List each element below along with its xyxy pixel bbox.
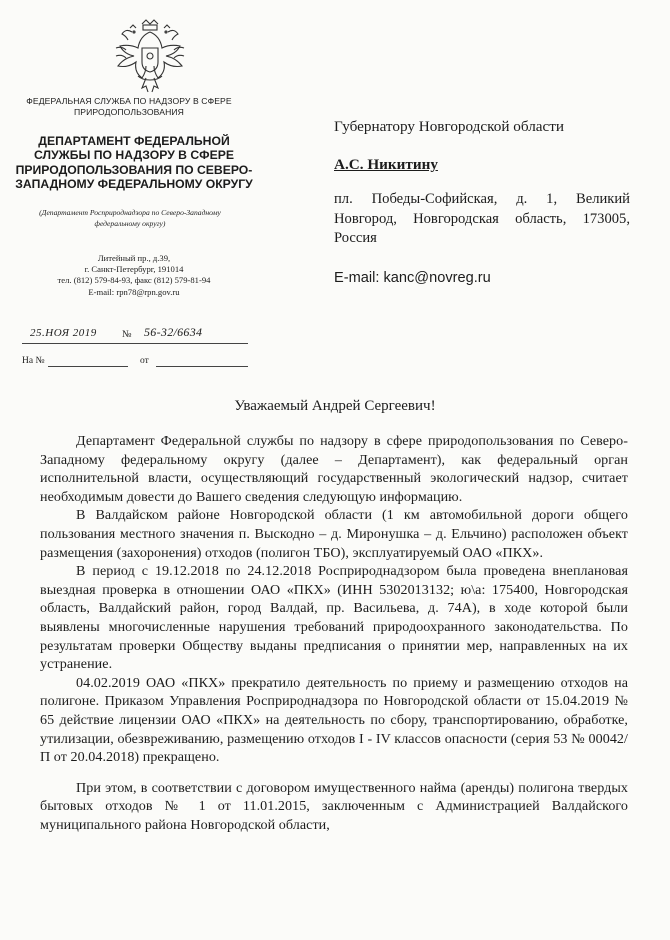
address-line-1: Литейный пр., д.39, — [97, 253, 171, 263]
registration-date: 25.НОЯ 2019 — [30, 327, 97, 339]
reply-date-label: от — [140, 356, 149, 366]
recipient-postal-address: пл. Победы-Софийская, д. 1, Великий Новгород, Новгородская область, 173005, Россия — [334, 191, 630, 246]
recipient-position: Губернатору Новгородской области — [334, 118, 565, 135]
department-title: ДЕПАРТАМЕНТ ФЕДЕРАЛЬНОЙ СЛУЖБЫ ПО НАДЗОРУ В СФЕРЕ ПРИРОДОПОЛЬЗОВАНИЯ ПО СЕВЕРО-ЗАПАДНОМУ ФЕДЕРАЛЬНОМУ ОКРУГУ — [15, 134, 253, 192]
registration-number-label: № — [122, 329, 132, 340]
greeting: Уважаемый Андрей Сергеевич! — [234, 398, 436, 414]
phone-fax: тел. (812) 579-84-93, факс (812) 579-81-94 — [57, 275, 211, 286]
federal-service-name: ФЕДЕРАЛЬНАЯ СЛУЖБА ПО НАДЗОРУ В СФЕРЕ ПРИРОДОПОЛЬЗОВАНИЯ — [26, 96, 232, 117]
paragraph: Департамент Федеральной службы по надзору в сфере природопользования по Северо-Западному федеральному округу (далее – Департамент), как федеральный орган исполнительной власти, осуществляющий государственный экологический надзор, считает необходимым довести до Вашего сведения следующую информацию. — [40, 433, 628, 505]
reply-date-blank — [156, 366, 248, 367]
recipient-email: E-mail: kanc@novreg.ru — [334, 269, 491, 286]
paragraph: 04.02.2019 ОАО «ПКХ» прекратило деятельность по приему и размещению отходов на полигоне. Приказом Управления Росприроднадзора по Новгородской области от 15.04.2019 № 65 действие лицензии ОАО «ПКХ» на деятельность по сбору, транспортированию, обработке, утилизации, обезвреживанию, размещению отходов I - IV классов опасности (серия 53 № 00042/П от 20.04.2018) прекращено. — [40, 674, 628, 766]
sender-address — [20, 253, 248, 298]
reply-reference — [22, 356, 248, 369]
department-short-name: (Департамент Росприроднадзора по Северо-Западному федеральному округу) — [39, 208, 221, 228]
registration-stamp — [22, 325, 248, 344]
registration-number: 56-32/6634 — [144, 325, 203, 339]
letter-body — [40, 432, 628, 834]
reply-number-blank — [48, 366, 128, 367]
double-headed-eagle-emblem-icon — [112, 18, 188, 96]
sender-email: E-mail: rpn78@rpn.gov.ru — [88, 286, 180, 297]
recipient-block — [334, 118, 630, 287]
reply-number-label: На № — [22, 356, 45, 366]
paragraph: В Валдайском районе Новгородской области (1 км автомобильной дороги общего пользования местного значения п. Выскодно – д. Миронушка – д. Ельчино) расположен объект размещения (захоронения) отходов (полигон ТБО), эксплуатируемый ОАО «ПКХ». — [40, 507, 628, 561]
paragraph: В период с 19.12.2018 по 24.12.2018 Росприроднадзором была проведена внеплановая выездная проверка в отношении ОАО «ПКХ» (ИНН 5302013132; ю\а: 175400, Новгородская область, Валдайский район, город Валдай, пр. Васильева, д. 74А), в ходе которой были выявлены многочисленные нарушения требований природоохранного законодательства. По результатам проверки Обществу выданы предписания о принятии мер, направленных на их устранение. — [40, 563, 628, 673]
address-line-2: г. Санкт-Петербург, 191014 — [84, 264, 184, 275]
paragraph: При этом, в соответствии с договором имущественного найма (аренды) полигона твердых бытовых отходов № 1 от 11.01.2015, заключенным с Администрацией Валдайского муниципального района Новгородской области, — [40, 779, 628, 833]
recipient-name: А.С. Никитину — [334, 156, 438, 173]
